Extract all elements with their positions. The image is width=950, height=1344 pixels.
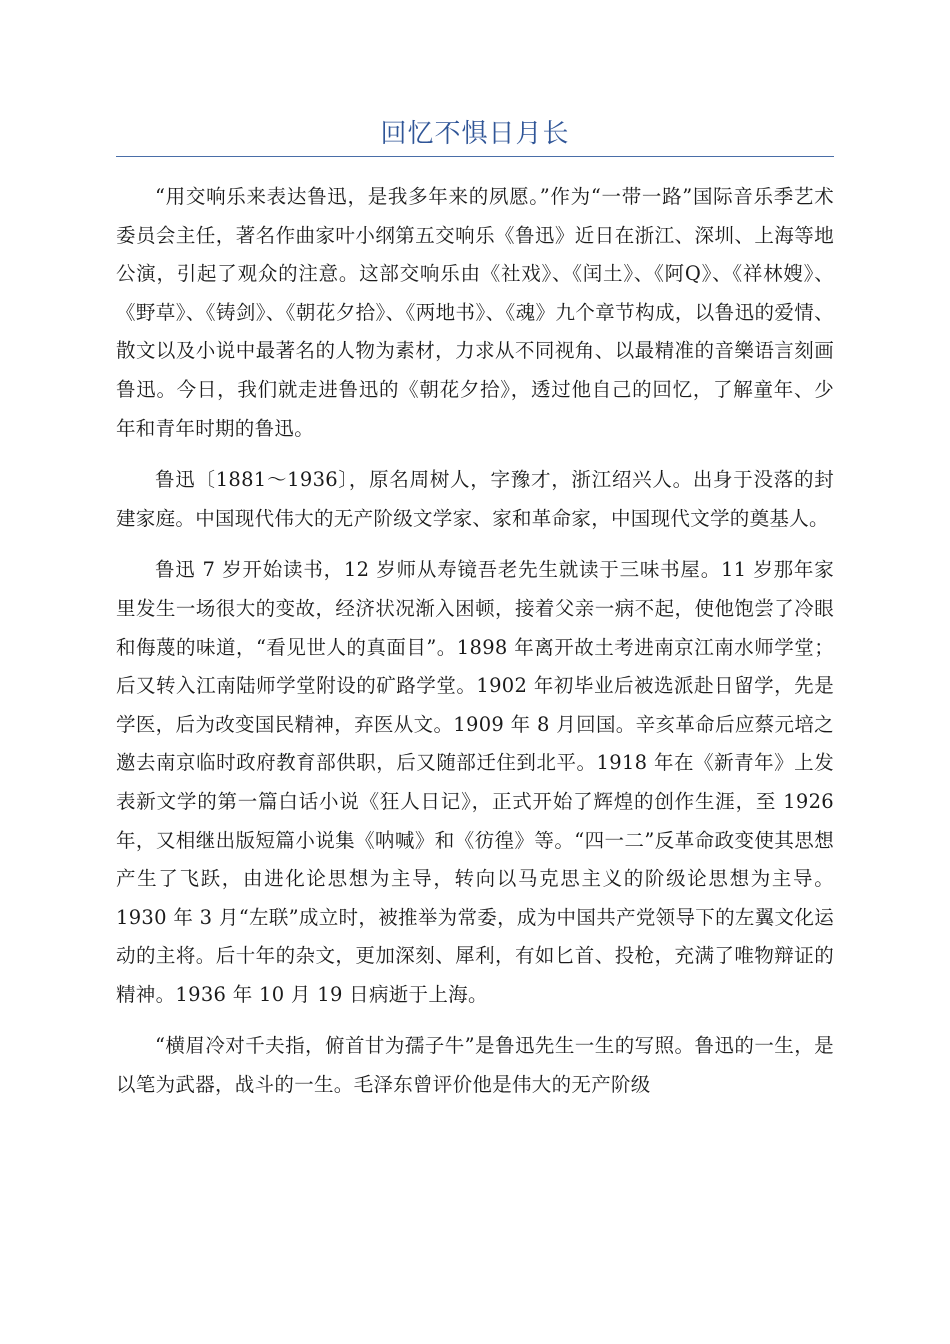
page-title: 回忆不惧日月长: [380, 119, 570, 149]
paragraph-life: 鲁迅 7 岁开始读书，12 岁师从寿镜吾老先生就读于三味书屋。11 岁那年家里发生一场很大的变故，经济状况渐入困顿，接着父亲一病不起，使他饱尝了冷眼和侮蔑的味道，“看见世人的真面目”。1898 年离开故土考进南京江南水师学堂；后又转入江南陆师学堂附设的矿路学堂。1902 年初毕业后被选派赴日留学，先是学医，后为改变国民精神，弃医从文。1909 年 8 月回国。辛亥革命后应蔡元培之邀去南京临时政府教育部供职，后又随部迁住到北平。1918 年在《新青年》上发表新文学的第一篇白话小说《狂人日记》，正式开始了辉煌的创作生涯，至 1926 年，又相继出版短篇小说集《呐喊》和《彷徨》等。“四一二”反革命政变使其思想产生了飞跃，由进化论思想为主导，转向以马克思主义的阶级论思想为主导。1930 年 3 月“左联”成立时，被推举为常委，成为中国共产党领导下的左翼文化运动的主将。后十年的杂文，更加深刻、犀利，有如匕首、投枪，充满了唯物辩证的精神。1936 年 10 月 19 日病逝于上海。: [116, 558, 834, 1006]
article-body: [116, 178, 834, 1118]
title-block: [116, 114, 834, 157]
paragraph-closing: “横眉冷对千夫指，俯首甘为孺子牛”是鲁迅先生一生的写照。鲁迅的一生，是以笔为武器，战斗的一生。毛泽东曾评价他是伟大的无产阶级: [116, 1034, 834, 1097]
paragraph-intro: “用交响乐来表达鲁迅，是我多年来的夙愿。”作为“一带一路”国际音乐季艺术委员会主任，著名作曲家叶小纲第五交响乐《鲁迅》近日在浙江、深圳、上海等地公演，引起了观众的注意。这部交响乐由《社戏》、《闰土》、《阿Q》、《祥林嫂》、《野草》、《铸剑》、《朝花夕拾》、《两地书》、《魂》九个章节构成，以鲁迅的爱情、散文以及小说中最著名的人物为素材，力求从不同视角、以最精准的音樂语言刻画鲁迅。今日，我们就走进鲁迅的《朝花夕拾》，透过他自己的回忆，了解童年、少年和青年时期的鲁迅。: [116, 185, 834, 440]
paragraph-biography: 鲁迅〔1881～1936〕，原名周树人，字豫才，浙江绍兴人。出身于没落的封建家庭。中国现代伟大的无产阶级文学家、家和革命家，中国现代文学的奠基人。: [116, 468, 834, 530]
